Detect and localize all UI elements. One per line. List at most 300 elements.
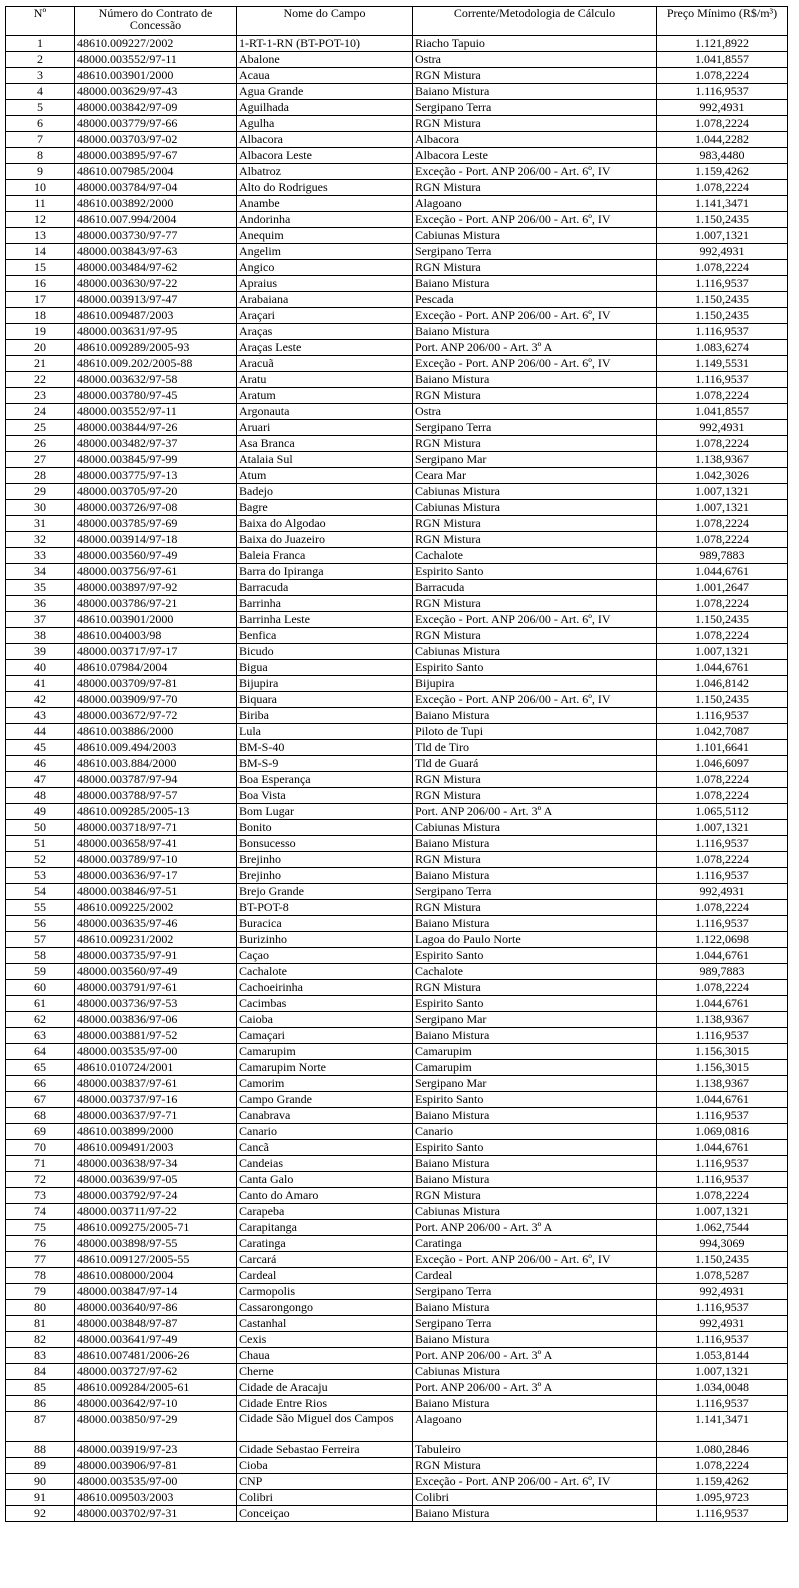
table-row — [6, 1140, 788, 1156]
table-row — [6, 196, 788, 212]
contract-number: 48000.003837/97-61 — [75, 1076, 237, 1092]
minimum-price: 992,4931 — [657, 244, 788, 260]
calculation-method: Tld de Guará — [413, 756, 657, 772]
table-row — [6, 116, 788, 132]
minimum-price: 1.044,6761 — [657, 1140, 788, 1156]
contract-number: 48000.003631/97-95 — [75, 324, 237, 340]
minimum-price: 1.007,1321 — [657, 484, 788, 500]
field-name: BM-S-40 — [237, 740, 413, 756]
contract-number: 48610.009275/2005-71 — [75, 1220, 237, 1236]
field-name: Carmopolis — [237, 1284, 413, 1300]
field-name: Cidade Entre Rios — [237, 1396, 413, 1412]
row-number: 70 — [6, 1140, 75, 1156]
table-row — [6, 1188, 788, 1204]
calculation-method: Port. ANP 206/00 - Art. 3º A — [413, 804, 657, 820]
contract-number: 48000.003789/97-10 — [75, 852, 237, 868]
calculation-method: RGN Mistura — [413, 116, 657, 132]
field-name: Aratum — [237, 388, 413, 404]
contract-number: 48000.003895/97-67 — [75, 148, 237, 164]
minimum-price: 1.044,6761 — [657, 660, 788, 676]
calculation-method: Espirito Santo — [413, 1140, 657, 1156]
minimum-price: 1.116,9537 — [657, 1028, 788, 1044]
row-number: 76 — [6, 1236, 75, 1252]
row-number: 14 — [6, 244, 75, 260]
table-row — [6, 84, 788, 100]
field-name: Cidade Sebastao Ferreira — [237, 1442, 413, 1458]
contract-number: 48000.003919/97-23 — [75, 1442, 237, 1458]
table-row — [6, 740, 788, 756]
calculation-method: Baiano Mistura — [413, 836, 657, 852]
row-number: 11 — [6, 196, 75, 212]
contract-number: 48000.003881/97-52 — [75, 1028, 237, 1044]
table-row — [6, 100, 788, 116]
field-name: Bijupira — [237, 676, 413, 692]
minimum-price: 1.042,3026 — [657, 468, 788, 484]
field-name: Canta Galo — [237, 1172, 413, 1188]
field-name: Biriba — [237, 708, 413, 724]
calculation-method: Baiano Mistura — [413, 1172, 657, 1188]
minimum-price: 1.078,5287 — [657, 1268, 788, 1284]
contract-number: 48610.009127/2005-55 — [75, 1252, 237, 1268]
field-name: Andorinha — [237, 212, 413, 228]
calculation-method: Ceara Mar — [413, 468, 657, 484]
minimum-price: 1.116,9537 — [657, 708, 788, 724]
minimum-price: 1.007,1321 — [657, 820, 788, 836]
contract-number: 48000.003703/97-02 — [75, 132, 237, 148]
table-row — [6, 1044, 788, 1060]
row-number: 9 — [6, 164, 75, 180]
field-name: Burizinho — [237, 932, 413, 948]
calculation-method: Baiano Mistura — [413, 1506, 657, 1522]
row-number: 87 — [6, 1412, 75, 1442]
row-number: 61 — [6, 996, 75, 1012]
row-number: 19 — [6, 324, 75, 340]
calculation-method: Baiano Mistura — [413, 276, 657, 292]
minimum-price: 1.138,9367 — [657, 452, 788, 468]
contract-number: 48000.003785/97-69 — [75, 516, 237, 532]
table-row — [6, 436, 788, 452]
table-row — [6, 68, 788, 84]
contract-number: 48000.003640/97-86 — [75, 1300, 237, 1316]
row-number: 38 — [6, 628, 75, 644]
minimum-price: 1.116,9537 — [657, 1332, 788, 1348]
field-name: Baleia Franca — [237, 548, 413, 564]
minimum-price: 1.159,4262 — [657, 164, 788, 180]
contract-number: 48610.003886/2000 — [75, 724, 237, 740]
row-number: 54 — [6, 884, 75, 900]
field-name: Bicudo — [237, 644, 413, 660]
field-name: Carapeba — [237, 1204, 413, 1220]
calculation-method: Exceção - Port. ANP 206/00 - Art. 6º, IV — [413, 1252, 657, 1268]
row-number: 47 — [6, 772, 75, 788]
table-row — [6, 1300, 788, 1316]
field-name: Aracuã — [237, 356, 413, 372]
table-row — [6, 1458, 788, 1474]
row-number: 50 — [6, 820, 75, 836]
field-name: Abalone — [237, 52, 413, 68]
table-row — [6, 324, 788, 340]
calculation-method: Sergipano Mar — [413, 1012, 657, 1028]
minimum-price: 1.044,6761 — [657, 564, 788, 580]
minimum-price: 1.156,3015 — [657, 1044, 788, 1060]
row-number: 49 — [6, 804, 75, 820]
calculation-method: Exceção - Port. ANP 206/00 - Art. 6º, IV — [413, 356, 657, 372]
row-number: 68 — [6, 1108, 75, 1124]
calculation-method: RGN Mistura — [413, 260, 657, 276]
table-row — [6, 260, 788, 276]
row-number: 15 — [6, 260, 75, 276]
calculation-method: Espirito Santo — [413, 564, 657, 580]
minimum-price: 1.138,9367 — [657, 1076, 788, 1092]
field-name: Colibri — [237, 1490, 413, 1506]
contract-number: 48610.009289/2005-93 — [75, 340, 237, 356]
row-number: 89 — [6, 1458, 75, 1474]
minimum-price: 1.078,2224 — [657, 116, 788, 132]
row-number: 75 — [6, 1220, 75, 1236]
table-row — [6, 484, 788, 500]
table-row — [6, 356, 788, 372]
table-row — [6, 1490, 788, 1506]
field-name: Argonauta — [237, 404, 413, 420]
field-name: Cherne — [237, 1364, 413, 1380]
table-row — [6, 1156, 788, 1172]
field-name: Bigua — [237, 660, 413, 676]
row-number: 8 — [6, 148, 75, 164]
contract-number: 48610.009225/2002 — [75, 900, 237, 916]
table-row — [6, 820, 788, 836]
calculation-method: RGN Mistura — [413, 68, 657, 84]
table-row — [6, 1474, 788, 1490]
field-name: Aruari — [237, 420, 413, 436]
minimum-price: 1.083,6274 — [657, 340, 788, 356]
header-contract: Número do Contrato de Concessão — [75, 7, 237, 36]
minimum-price: 1.078,2224 — [657, 532, 788, 548]
header-num: Nº — [6, 7, 75, 36]
field-name: Albatroz — [237, 164, 413, 180]
calculation-method: Cabiunas Mistura — [413, 500, 657, 516]
minimum-price: 1.101,6641 — [657, 740, 788, 756]
calculation-method: Alagoano — [413, 196, 657, 212]
table-row — [6, 692, 788, 708]
field-name: Anambe — [237, 196, 413, 212]
contract-number: 48000.003787/97-94 — [75, 772, 237, 788]
row-number: 45 — [6, 740, 75, 756]
minimum-price: 989,7883 — [657, 548, 788, 564]
table-row — [6, 1172, 788, 1188]
minimum-price: 1.116,9537 — [657, 1396, 788, 1412]
contract-number: 48000.003844/97-26 — [75, 420, 237, 436]
minimum-price: 1.150,2435 — [657, 692, 788, 708]
contract-number: 48000.003779/97-66 — [75, 116, 237, 132]
row-number: 66 — [6, 1076, 75, 1092]
contract-number: 48610.009503/2003 — [75, 1490, 237, 1506]
minimum-price: 1.116,9537 — [657, 276, 788, 292]
contract-number: 48610.009491/2003 — [75, 1140, 237, 1156]
contract-number: 48000.003914/97-18 — [75, 532, 237, 548]
table-row — [6, 452, 788, 468]
minimum-price: 1.156,3015 — [657, 1060, 788, 1076]
contract-number: 48000.003642/97-10 — [75, 1396, 237, 1412]
table-row — [6, 980, 788, 996]
table-row — [6, 548, 788, 564]
minimum-price: 1.065,5112 — [657, 804, 788, 820]
minimum-price: 994,3069 — [657, 1236, 788, 1252]
minimum-price: 1.078,2224 — [657, 596, 788, 612]
calculation-method: RGN Mistura — [413, 388, 657, 404]
minimum-price: 1.150,2435 — [657, 292, 788, 308]
row-number: 86 — [6, 1396, 75, 1412]
field-name: Benfica — [237, 628, 413, 644]
field-name: Cachoeirinha — [237, 980, 413, 996]
contract-number: 48000.003484/97-62 — [75, 260, 237, 276]
table-row — [6, 996, 788, 1012]
contract-number: 48000.003756/97-61 — [75, 564, 237, 580]
field-name: Albacora — [237, 132, 413, 148]
contract-number: 48000.003639/97-05 — [75, 1172, 237, 1188]
table-row — [6, 1316, 788, 1332]
minimum-price: 1.150,2435 — [657, 308, 788, 324]
contract-number: 48610.004003/98 — [75, 628, 237, 644]
contract-number: 48610.007.994/2004 — [75, 212, 237, 228]
table-row — [6, 1268, 788, 1284]
field-name: BM-S-9 — [237, 756, 413, 772]
field-name: Acaua — [237, 68, 413, 84]
contract-number: 48000.003630/97-22 — [75, 276, 237, 292]
row-number: 16 — [6, 276, 75, 292]
contract-number: 48000.003843/97-63 — [75, 244, 237, 260]
contract-number: 48000.003711/97-22 — [75, 1204, 237, 1220]
contract-number: 48000.003913/97-47 — [75, 292, 237, 308]
minimum-price: 1.069,0816 — [657, 1124, 788, 1140]
contract-number: 48610.009231/2002 — [75, 932, 237, 948]
calculation-method: Sergipano Terra — [413, 884, 657, 900]
table-row — [6, 660, 788, 676]
table-row — [6, 596, 788, 612]
minimum-price: 1.007,1321 — [657, 1364, 788, 1380]
calculation-method: Cabiunas Mistura — [413, 1364, 657, 1380]
minimum-price: 1.116,9537 — [657, 1172, 788, 1188]
contract-number: 48000.003718/97-71 — [75, 820, 237, 836]
row-number: 21 — [6, 356, 75, 372]
row-number: 7 — [6, 132, 75, 148]
minimum-price: 1.078,2224 — [657, 436, 788, 452]
contract-number: 48000.003735/97-91 — [75, 948, 237, 964]
header-row — [6, 7, 788, 36]
row-number: 4 — [6, 84, 75, 100]
row-number: 36 — [6, 596, 75, 612]
header-field: Nome do Campo — [237, 7, 413, 36]
calculation-method: Barracuda — [413, 580, 657, 596]
contract-number: 48000.003552/97-11 — [75, 52, 237, 68]
calculation-method: Cabiunas Mistura — [413, 644, 657, 660]
row-number: 20 — [6, 340, 75, 356]
calculation-method: Port. ANP 206/00 - Art. 3º A — [413, 340, 657, 356]
row-number: 13 — [6, 228, 75, 244]
table-row — [6, 1076, 788, 1092]
contract-number: 48000.003702/97-31 — [75, 1506, 237, 1522]
table-row — [6, 148, 788, 164]
contract-number: 48000.003629/97-43 — [75, 84, 237, 100]
field-name: Baixa do Algodao — [237, 516, 413, 532]
row-number: 65 — [6, 1060, 75, 1076]
field-name: Alto do Rodrigues — [237, 180, 413, 196]
row-number: 24 — [6, 404, 75, 420]
calculation-method: RGN Mistura — [413, 1458, 657, 1474]
contract-number: 48000.003709/97-81 — [75, 676, 237, 692]
table-row — [6, 1108, 788, 1124]
row-number: 62 — [6, 1012, 75, 1028]
row-number: 69 — [6, 1124, 75, 1140]
table-row — [6, 1364, 788, 1380]
minimum-price: 1.150,2435 — [657, 212, 788, 228]
field-name: Bagre — [237, 500, 413, 516]
calculation-method: Baiano Mistura — [413, 324, 657, 340]
minimum-price: 1.150,2435 — [657, 612, 788, 628]
minimum-price: 992,4931 — [657, 884, 788, 900]
calculation-method: RGN Mistura — [413, 532, 657, 548]
row-number: 64 — [6, 1044, 75, 1060]
contract-number: 48000.003705/97-20 — [75, 484, 237, 500]
contract-number: 48610.009227/2002 — [75, 36, 237, 52]
row-number: 17 — [6, 292, 75, 308]
field-name: Aguilhada — [237, 100, 413, 116]
table-row — [6, 1442, 788, 1458]
field-name: Caratinga — [237, 1236, 413, 1252]
calculation-method: Piloto de Tupi — [413, 724, 657, 740]
minimum-price: 992,4931 — [657, 1284, 788, 1300]
row-number: 3 — [6, 68, 75, 84]
field-name: Brejinho — [237, 852, 413, 868]
calculation-method: Baiano Mistura — [413, 1332, 657, 1348]
table-row — [6, 580, 788, 596]
minimum-price: 1.053,8144 — [657, 1348, 788, 1364]
header-price: Preço Mínimo (R$/m³) — [657, 7, 788, 36]
field-name: Araças Leste — [237, 340, 413, 356]
contract-number: 48610.009487/2003 — [75, 308, 237, 324]
row-number: 83 — [6, 1348, 75, 1364]
table-row — [6, 228, 788, 244]
minimum-price: 1.044,6761 — [657, 996, 788, 1012]
row-number: 72 — [6, 1172, 75, 1188]
contract-number: 48000.003552/97-11 — [75, 404, 237, 420]
calculation-method: RGN Mistura — [413, 772, 657, 788]
contract-number: 48000.003717/97-17 — [75, 644, 237, 660]
minimum-price: 1.044,2282 — [657, 132, 788, 148]
row-number: 74 — [6, 1204, 75, 1220]
row-number: 67 — [6, 1092, 75, 1108]
contract-number: 48000.003560/97-49 — [75, 964, 237, 980]
calculation-method: Exceção - Port. ANP 206/00 - Art. 6º, IV — [413, 212, 657, 228]
minimum-price: 1.116,9537 — [657, 1506, 788, 1522]
table-row — [6, 836, 788, 852]
table-row — [6, 52, 788, 68]
table-row — [6, 132, 788, 148]
row-number: 10 — [6, 180, 75, 196]
row-number: 81 — [6, 1316, 75, 1332]
table-row — [6, 500, 788, 516]
minimum-price: 1.078,2224 — [657, 1458, 788, 1474]
minimum-price: 1.116,9537 — [657, 84, 788, 100]
table-row — [6, 964, 788, 980]
contract-number: 48610.07984/2004 — [75, 660, 237, 676]
contract-number: 48000.003846/97-51 — [75, 884, 237, 900]
contract-number: 48000.003672/97-72 — [75, 708, 237, 724]
field-name: Barrinha — [237, 596, 413, 612]
row-number: 23 — [6, 388, 75, 404]
minimum-price: 1.041,8557 — [657, 52, 788, 68]
minimum-price: 1.116,9537 — [657, 1156, 788, 1172]
field-name: Agulha — [237, 116, 413, 132]
row-number: 25 — [6, 420, 75, 436]
field-name: Arabaiana — [237, 292, 413, 308]
row-number: 43 — [6, 708, 75, 724]
field-name: Bonito — [237, 820, 413, 836]
field-name: Cidade São Miguel dos Campos — [237, 1412, 413, 1442]
calculation-method: Baiano Mistura — [413, 1156, 657, 1172]
contract-number: 48000.003898/97-55 — [75, 1236, 237, 1252]
minimum-price: 1.080,2846 — [657, 1442, 788, 1458]
field-name: Agua Grande — [237, 84, 413, 100]
table-row — [6, 676, 788, 692]
field-name: Asa Branca — [237, 436, 413, 452]
table-row — [6, 372, 788, 388]
field-name: Caioba — [237, 1012, 413, 1028]
table-row — [6, 756, 788, 772]
row-number: 27 — [6, 452, 75, 468]
calculation-method: Baiano Mistura — [413, 1108, 657, 1124]
minimum-price: 1.138,9367 — [657, 1012, 788, 1028]
table-row — [6, 708, 788, 724]
minimum-price: 1.078,2224 — [657, 180, 788, 196]
field-name: Araçari — [237, 308, 413, 324]
contract-number: 48000.003727/97-62 — [75, 1364, 237, 1380]
calculation-method: Sergipano Mar — [413, 1076, 657, 1092]
calculation-method: Pescada — [413, 292, 657, 308]
field-name: Atalaia Sul — [237, 452, 413, 468]
table-row — [6, 1412, 788, 1442]
field-name: Baixa do Juazeiro — [237, 532, 413, 548]
field-name: Camarupim — [237, 1044, 413, 1060]
calculation-method: Bijupira — [413, 676, 657, 692]
calculation-method: Port. ANP 206/00 - Art. 3º A — [413, 1380, 657, 1396]
table-row — [6, 164, 788, 180]
row-number: 37 — [6, 612, 75, 628]
calculation-method: Lagoa do Paulo Norte — [413, 932, 657, 948]
contract-number: 48610.003899/2000 — [75, 1124, 237, 1140]
calculation-method: RGN Mistura — [413, 628, 657, 644]
calculation-method: Sergipano Mar — [413, 452, 657, 468]
table-row — [6, 852, 788, 868]
calculation-method: RGN Mistura — [413, 596, 657, 612]
row-number: 31 — [6, 516, 75, 532]
field-name: Cardeal — [237, 1268, 413, 1284]
row-number: 57 — [6, 932, 75, 948]
field-name: Cassarongongo — [237, 1300, 413, 1316]
minimum-price: 1.046,6097 — [657, 756, 788, 772]
row-number: 91 — [6, 1490, 75, 1506]
calculation-method: Sergipano Terra — [413, 244, 657, 260]
contract-number: 48610.003901/2000 — [75, 612, 237, 628]
contract-number: 48000.003909/97-70 — [75, 692, 237, 708]
table-row — [6, 724, 788, 740]
row-number: 39 — [6, 644, 75, 660]
field-name: Lula — [237, 724, 413, 740]
minimum-price: 992,4931 — [657, 1316, 788, 1332]
row-number: 6 — [6, 116, 75, 132]
calculation-method: Espirito Santo — [413, 948, 657, 964]
row-number: 92 — [6, 1506, 75, 1522]
contract-number: 48000.003906/97-81 — [75, 1458, 237, 1474]
